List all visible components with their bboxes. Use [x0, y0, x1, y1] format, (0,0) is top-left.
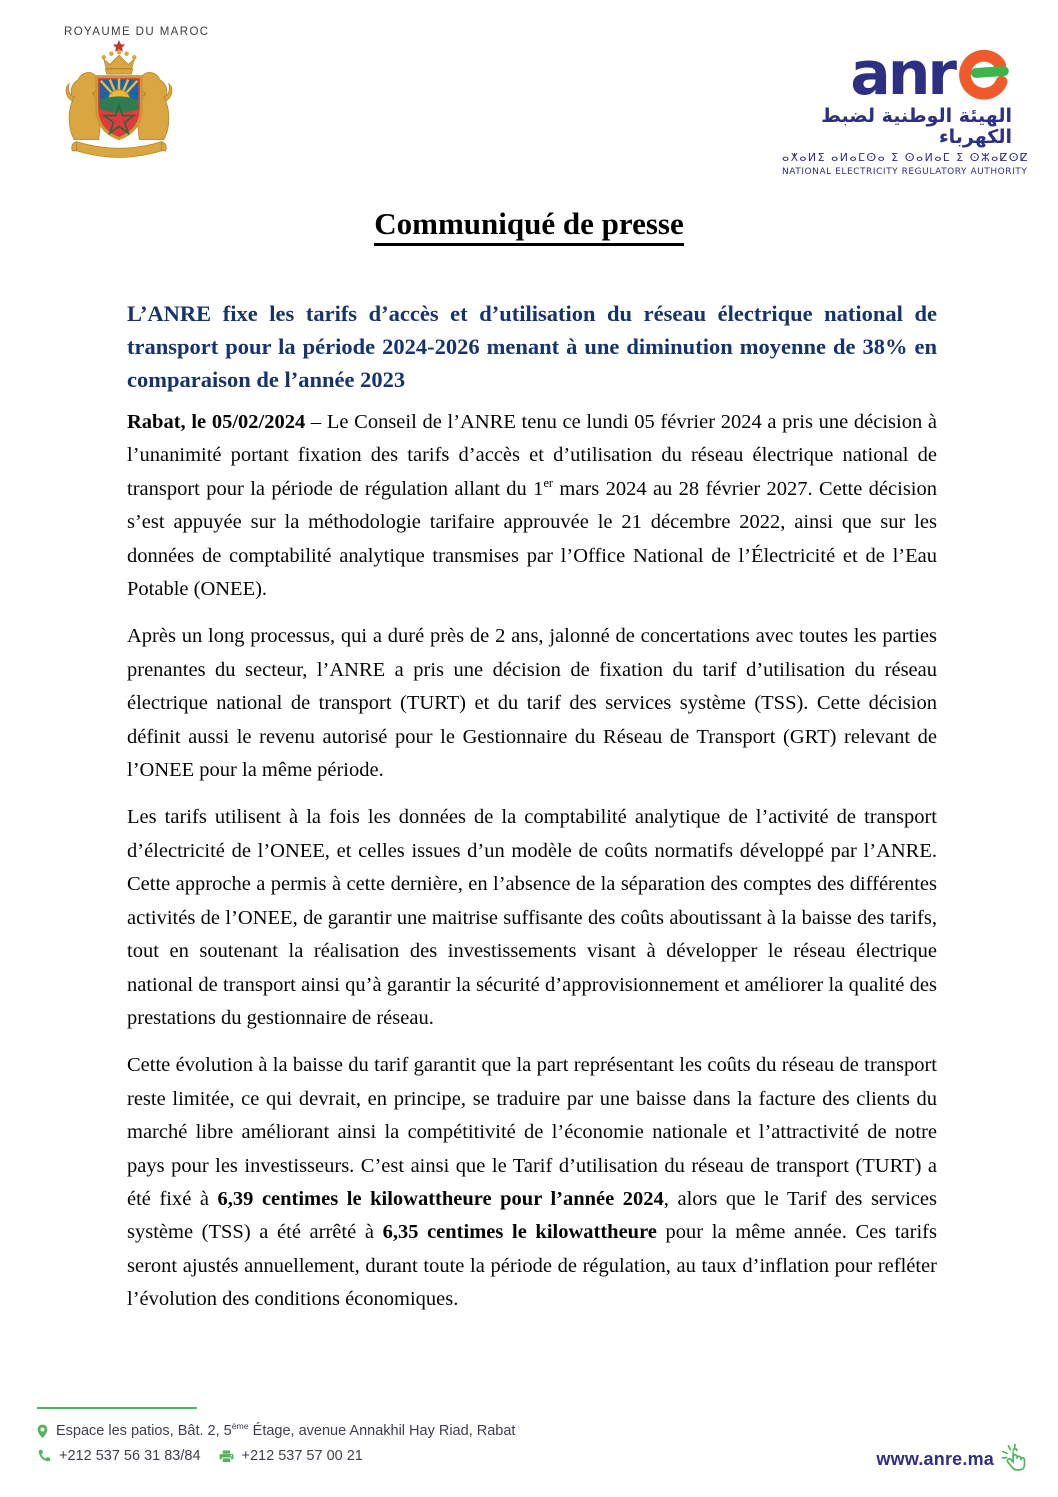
fax-icon [219, 1450, 234, 1463]
kingdom-label: ROYAUME DU MAROC [64, 26, 210, 38]
footer-address [37, 1423, 515, 1439]
document-body [127, 297, 937, 1331]
kingdom-header [64, 26, 210, 38]
morocco-coat-of-arms-icon [58, 40, 180, 164]
footer-website-text[interactable]: www.anre.ma [876, 1448, 994, 1469]
body-paragraph: Cette évolution à la baisse du tarif garantit que la part représentant les coûts du réseau de transport reste limitée, ce qui devrait, en principe, se traduire par une baisse dans la facture des clients du marché libre améliorant ainsi la compétitivité de l’économie nationale et l’attractivité de notre pays pour les investisseurs. C’est ainsi que le Tarif d’utilisation du réseau de transport (TURT) a été fixé à 6,39 centimes le kilowattheure pour l’année 2024, alors que le Tarif des services système (TSS) a été arrêté à 6,35 centimes le kilowattheure pour la même année. Ces tarifs seront ajustés annuellement, durant toute la période de régulation, au taux d’inflation pour refléter l’évolution des conditions économiques. [127, 1054, 937, 1311]
headline: L’ANRE fixe les tarifs d’accès et d’utilisation du réseau électrique national de transport pour la période 2024-2026 menant à une diminution moyenne de 38% en comparaison de l’année 2023 [127, 301, 937, 392]
footer [0, 1387, 1058, 1497]
body-paragraph: Après un long processus, qui a duré près de 2 ans, jalonné de concertations avec toutes les parties prenantes du secteur, l’ANRE a pris une décision de fixation du tarif d’utilisation du réseau électrique national de transport (TURT) et du tarif des services système (TSS). Cette décision définit aussi le revenu autorisé pour le Gestionnaire du Réseau de Transport (GRT) relevant de l’ONEE pour la même période. [127, 625, 937, 782]
anre-arabic-name: الهيئة الوطنية لضبط الكهرباء [821, 105, 1012, 148]
footer-contact [37, 1448, 363, 1464]
footer-fax-group [219, 1448, 363, 1464]
anre-wordmark [782, 36, 1012, 109]
footer-fax: +212 537 57 00 21 [241, 1448, 363, 1464]
footer-address-text: Espace les patios, Bât. 2, 5ème Étage, avenue Annakhil Hay Riad, Rabat [56, 1421, 516, 1439]
document-title-wrap [0, 206, 1058, 246]
footer-website[interactable] [876, 1443, 1030, 1475]
anre-wordmark-anr: anr [850, 38, 954, 109]
document-title: Communiqué de presse [374, 206, 683, 246]
body-paragraph: Les tarifs utilisent à la fois les données de la comptabilité analytique de l’activité de transport d’électricité de l’ONEE, et celles issues d’un modèle de coûts normatifs développé par l’ANRE. Cette approche a permis à cette dernière, en l’absence de la séparation des comptes des différentes activités de l’ONEE, de garantir une maitrise suffisante des coûts aboutissant à la baisse des tarifs, tout en soutenant la réalisation des investissements visant à développer le réseau électrique national de transport ainsi qu’à garantir la sécurité d’approvisionnement et améliorer la qualité des prestations du gestionnaire de réseau. [127, 806, 937, 1029]
phone-icon [37, 1449, 51, 1463]
anre-logo [782, 36, 1030, 177]
anre-tifinagh-name: ⴰⵅⴰⵍⵉ ⴰⵍⴰⵎⵙⴰ ⵉ ⵙⴰⵍⴰⵎ ⵉ ⵙⵣⴰⵇⵙⵇ [782, 150, 1030, 164]
anre-e-icon [956, 43, 1012, 101]
location-pin-icon [37, 1424, 48, 1439]
footer-phone: +212 537 56 31 83/84 [59, 1448, 201, 1464]
anre-english-name: NATIONAL ELECTRICITY REGULATORY AUTHORITY [782, 166, 1028, 177]
paragraphs [127, 406, 937, 1317]
body-paragraph: Rabat, le 05/02/2024 – Le Conseil de l’ANRE tenu ce lundi 05 février 2024 a pris une décision à l’unanimité portant fixation des tarifs d’accès et d’utilisation du réseau électrique national de transport pour la période de régulation allant du 1er mars 2024 au 28 février 2027. Cette décision s’est appuyée sur la méthodologie tarifaire approuvée le 21 décembre 2022, ainsi que sur les données de comptabilité analytique transmises par l’Office National de l’Électricité et de l’Eau Potable (ONEE). [127, 411, 937, 601]
footer-divider [37, 1407, 197, 1409]
click-hand-icon [1000, 1443, 1030, 1475]
